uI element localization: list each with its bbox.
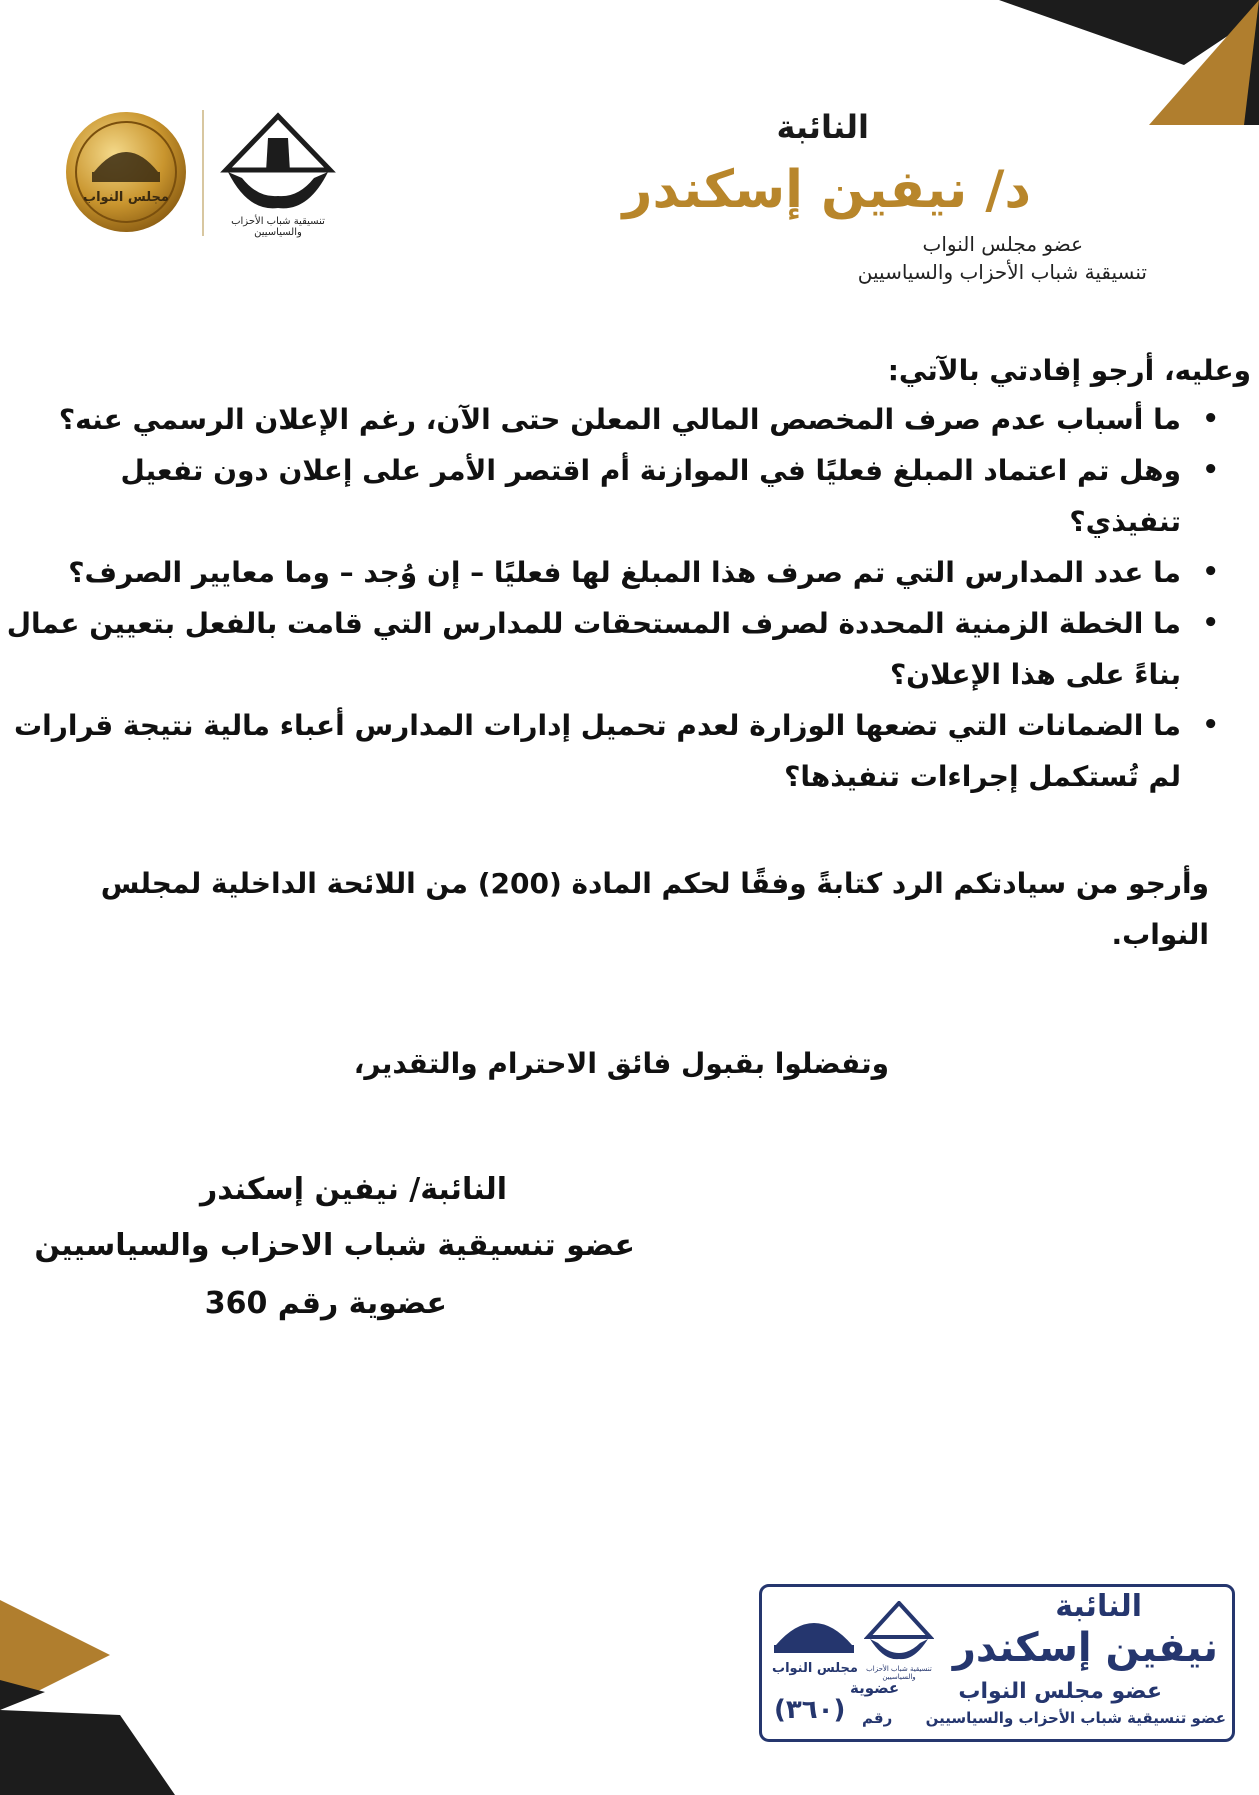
logo-divider (202, 110, 204, 236)
stamp-number: (٣٦٠) (774, 1695, 846, 1725)
header-title: النائبة (776, 108, 869, 146)
signature-group: عضو تنسيقية شباب الاحزاب والسياسيين (34, 1228, 635, 1263)
header-group: تنسيقية شباب الأحزاب والسياسيين (857, 260, 1147, 284)
regards-line: وتفضلوا بقبول فائق الاحترام والتقدير، (353, 1047, 889, 1080)
question-item: • ما عدد المدارس التي تم صرف هذا المبلغ لها فعليًا – إن وُجد – وما معايير الصرف؟ (4, 547, 1229, 598)
official-stamp (759, 1584, 1235, 1742)
parliament-dome-icon (64, 110, 188, 234)
questions-list (4, 394, 1229, 802)
question-item: • ما أسباب عدم صرف المخصص المالي المعلن حتى الآن، رغم الإعلان الرسمي عنه؟ (4, 394, 1229, 445)
header-role: عضو مجلس النواب (922, 232, 1083, 256)
bottom-left-corner-decoration (0, 1600, 190, 1795)
top-right-corner-decoration (959, 0, 1259, 125)
coordination-logo-text: تنسيقية شباب الأحزاب والسياسيين (231, 216, 325, 238)
parliament-logo (64, 110, 188, 234)
signature-membership: عضوية رقم 360 (204, 1286, 447, 1321)
stamp-name: نيفين إسكندر (952, 1625, 1218, 1671)
question-item: • ما الضمانات التي تضعها الوزارة لعدم تحميل إدارات المدارس أعباء مالية نتيجة قرارات لم تُستكمل إجراءات تنفيذها؟ (4, 700, 1229, 802)
stamp-role: عضو مجلس النواب (958, 1679, 1162, 1704)
parliament-logo-text: مجلس النواب (83, 190, 169, 205)
stamp-parliament-icon (770, 1601, 858, 1663)
stamp-hands-icon (864, 1601, 934, 1663)
coordination-logo (218, 112, 338, 236)
stamp-title: النائبة (1055, 1589, 1142, 1624)
stamp-parliament-text: مجلس النواب (772, 1661, 858, 1676)
intro-line: وعليه، أرجو إفادتي بالآتي: (887, 354, 1251, 387)
stamp-coordination-text: تنسيقية شباب الأحزاب والسياسيين (866, 1665, 932, 1681)
signature-name: النائبة/ نيفين إسكندر (199, 1172, 507, 1207)
hands-map-icon (218, 112, 338, 217)
header-name: د/ نيفين إسكندر (622, 160, 1031, 220)
closing-paragraph: وأرجو من سيادتكم الرد كتابةً وفقًا لحكم المادة (200) من اللائحة الداخلية لمجلس النواب. (100, 867, 1209, 951)
stamp-group: عضو تنسيقية شباب الأحزاب والسياسيين (925, 1709, 1226, 1727)
stamp-number-label: رقم (862, 1709, 893, 1727)
question-item: • ما الخطة الزمنية المحددة لصرف المستحقات للمدارس التي قامت بالفعل بتعيين عمال بناءً على هذا الإعلان؟ (4, 598, 1229, 700)
question-item: • وهل تم اعتماد المبلغ فعليًا في الموازنة أم اقتصر الأمر على إعلان دون تفعيل تنفيذي؟ (4, 445, 1229, 547)
stamp-membership-label: عضوية (850, 1679, 900, 1697)
